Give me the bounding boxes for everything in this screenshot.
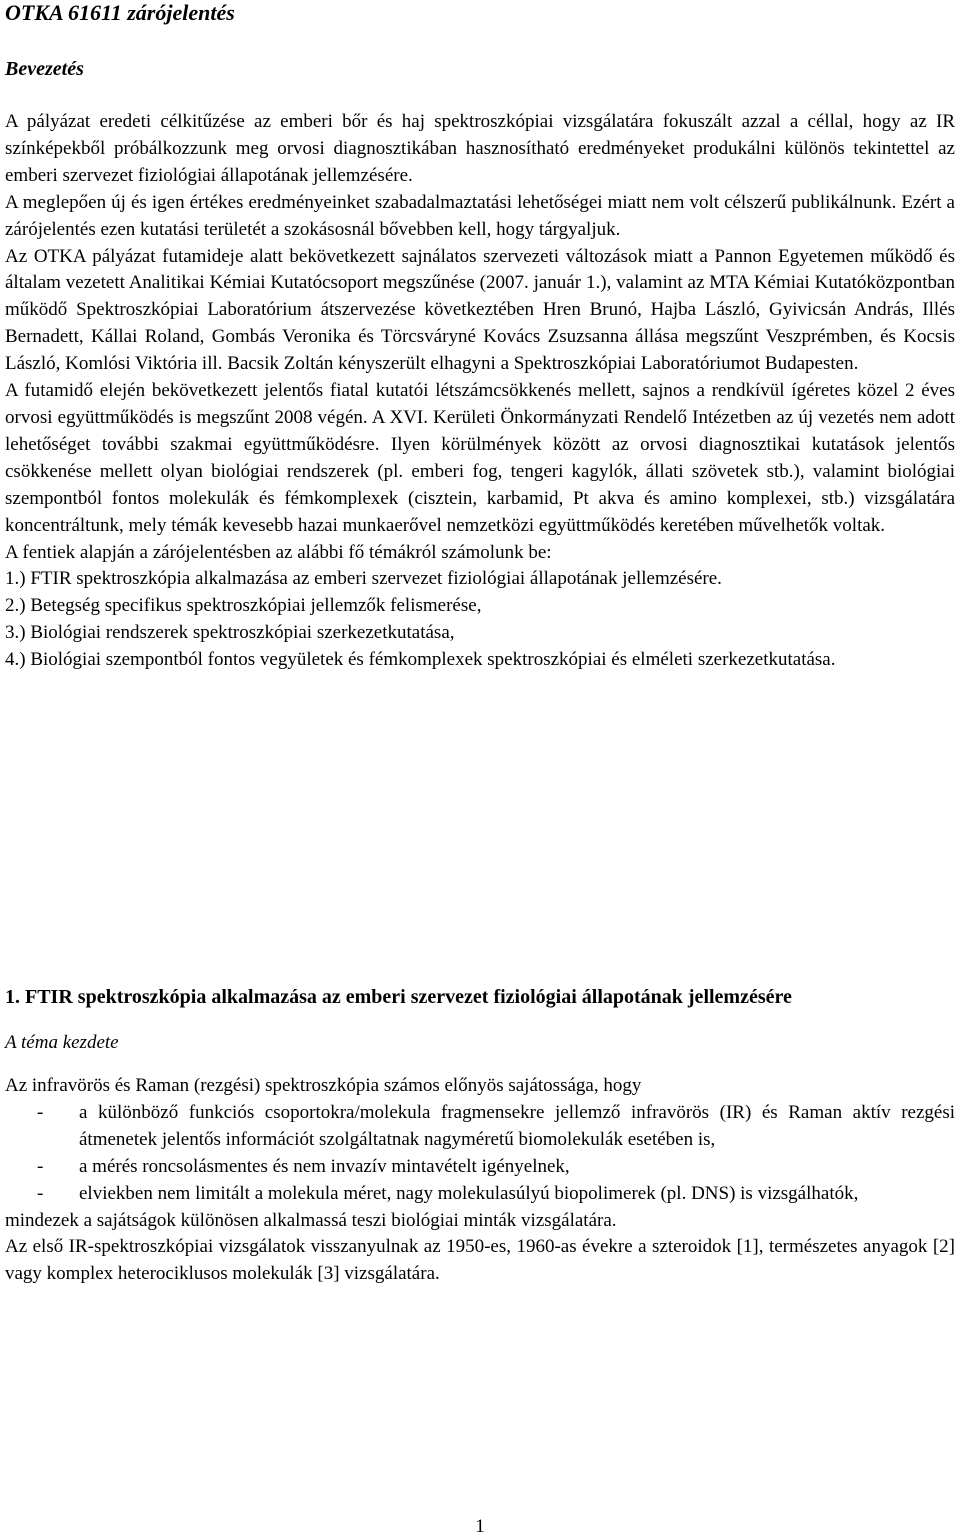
list-item-text: a különböző funkciós csoportokra/molekula fragmensekre jellemző infravörös (IR) és Raman aktív rezgési átmenetek jelentős információt szolgáltatnak nagyméretű biomolekulák esetében is, — [79, 1101, 955, 1150]
chapter-1-title: 1. FTIR spektroszkópia alkalmazása az emberi szervezet fiziológiai állapotának jellemzésére — [5, 986, 792, 1008]
intro-paragraph-1: A pályázat eredeti célkitűzése az emberi bőr és haj spektroszkópiai vizsgálatára fokuszált azzal a céllal, hogy az IR színképekből próbálkozzunk meg orvosi diagnosztikában hasznosítható eredményeket produkálni különös tekintettel az emberi szervezet fiziológiai állapotának jellemzésére. — [5, 111, 955, 186]
topic-item-1: 1.) FTIR spektroszkópia alkalmazása az emberi szervezet fiziológiai állapotának jellemzésére. — [5, 568, 722, 590]
chapter-1-section — [5, 983, 955, 1288]
chapter-1-bullet-list — [5, 1100, 955, 1208]
chapter-1-intro: Az infravörös és Raman (rezgési) spektroszkópia számos előnyös sajátossága, hogy — [5, 1075, 642, 1096]
dash-bullet-icon: - — [37, 1182, 44, 1204]
intro-paragraph-5: A fentiek alapján a zárójelentésben az alábbi fő témákról számolunk be: — [5, 541, 552, 563]
document-title: OTKA 61611 zárójelentés — [5, 0, 235, 25]
intro-paragraph-2: A meglepően új és igen értékes eredményeinket szabadalmaztatási lehetőségei miatt nem volt célszerű publikálnunk. Ezért a zárójelentés ezen kutatási területét a szokásosnál bővebben kell, hogy tárgyaljuk. — [5, 191, 955, 240]
topic-item-3: 3.) Biológiai rendszerek spektroszkópiai szerkezetkutatása, — [5, 622, 455, 644]
intro-heading: Bevezetés — [5, 58, 84, 80]
list-item — [5, 1181, 955, 1208]
chapter-1-paragraph-2: Az első IR-spektroszkópiai vizsgálatok visszanyulnak az 1950-es, 1960-as évekre a szteroidok [1], természetes anyagok [2] vagy komplex heterociklusos molekulák [3] vizsgálatára. — [5, 1236, 955, 1285]
list-item-text: elviekben nem limitált a molekula méret, nagy molekulasúlyú biopolimerek (pl. DNS) is vizsgálhatók, — [79, 1182, 859, 1204]
list-item — [5, 1154, 955, 1181]
intro-paragraph-4: A futamidő elején bekövetkezett jelentős fiatal kutatói létszámcsökkenés mellett, sajnos a rendkívül ígéretes közel 2 éves orvosi együttműködés is megszűnt 2008 végén. A XVI. Kerületi Önkormányzati Rendelő Intézetben az új vezetés nem adott lehetőséget további szakmai együttműködésre. Ilyen körülmények között az orvosi diagnosztikai kutatások jelentős csökkenése mellett olyan biológiai rendszerek (pl. emberi fog, tengeri kagylók, állati szövetek stb.), valamint biológiai szempontból fontos molekulák és fémkomplexek (cisztein, karbamid, Pt akva és amino komplexei, stb.) vizsgálatára koncentráltunk, mely témák kevesebb hazai munkaerővel nemzetközi együttműködés keretében művelhetők voltak. — [5, 380, 955, 536]
list-item — [5, 1100, 955, 1154]
chapter-1-paragraph-1: mindezek a sajátságok különösen alkalmassá teszi biológiai minták vizsgálatára. — [5, 1209, 617, 1231]
topic-item-4: 4.) Biológiai szempontból fontos vegyületek és fémkomplexek spektroszkópiai és elméleti szerkezetkutatása. — [5, 649, 836, 671]
page-number: 1 — [475, 1516, 485, 1537]
list-item-text: a mérés roncsolásmentes és nem invazív mintavételt igényelnek, — [79, 1155, 570, 1177]
chapter-1-subheading: A téma kezdete — [5, 1032, 119, 1053]
dash-bullet-icon: - — [37, 1155, 44, 1177]
dash-bullet-icon: - — [37, 1101, 44, 1123]
intro-section — [5, 109, 955, 674]
topic-item-2: 2.) Betegség specifikus spektroszkópiai jellemzők felismerése, — [5, 595, 482, 617]
intro-paragraph-3: Az OTKA pályázat futamideje alatt bekövetkezett sajnálatos szervezeti változások miatt a Pannon Egyetemen működő és általam vezetett Analitikai Kémiai Kutatócsoport megszűnése (2007. január 1.), valamint az MTA Kémiai Kutatóközpontban működő Spektroszkópiai Laboratórium átszervezése következtében Hren Brunó, Hajba László, Gyivicsán András, Illés Bernadett, Kállai Roland, Gombás Veronika és Törcsváryné Kovács Zsuzsanna állása megszűnt Veszprémben, és Kocsis László, Komlósi Viktória ill. Bacsik Zoltán kényszerült elhagyni a Spektroszkópiai Laboratóriumot Budapesten. — [5, 245, 955, 375]
